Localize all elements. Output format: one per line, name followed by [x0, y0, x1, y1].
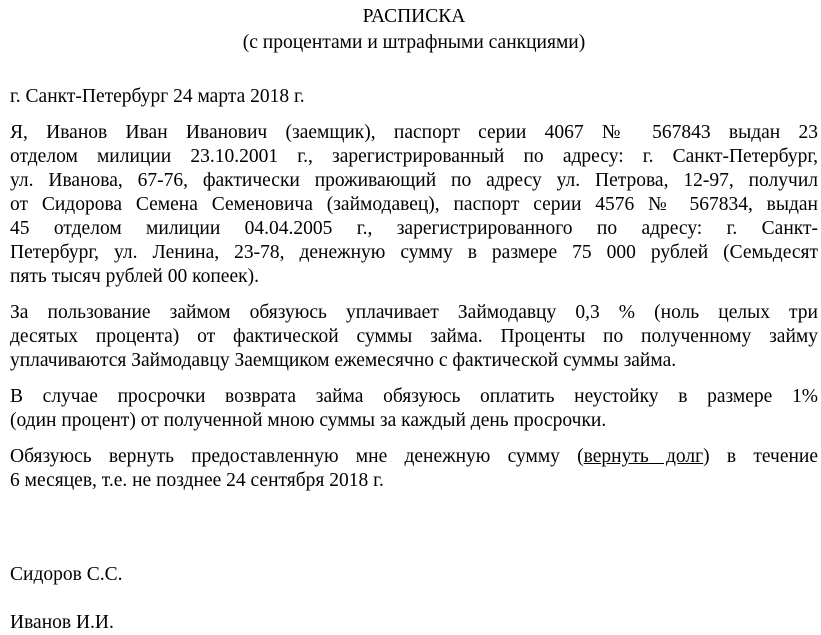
paragraph-line: 45 отделом милиции 04.04.2005 г., зарегистрированного по адресу: г. Санкт-: [10, 218, 818, 239]
paragraph-line: десятых процента) от фактической суммы займа. Проценты по полученному займу: [10, 326, 818, 347]
paragraph-line: (один процент) от полученной мною суммы за каждый день просрочки.: [10, 410, 607, 431]
paragraph-line: За пользование займом обязуюсь уплачивает Займодавцу 0,3 % (ноль целых три: [10, 302, 818, 323]
paragraph-line: Я, Иванов Иван Иванович (заемщик), паспорт серии 4067 № 567843 выдан 23: [10, 122, 818, 143]
paragraph-line: отделом милиции 23.10.2001 г., зарегистрированный по адресу: г. Санкт-Петербург,: [10, 146, 818, 167]
paragraph-penalty: [10, 385, 818, 433]
borrower-signature: Иванов И.И.: [10, 612, 114, 633]
repayment-text-start: Обязуюсь вернуть предоставленную мне денежную сумму (: [10, 446, 584, 467]
return-debt-link[interactable]: вернуть долг: [583, 446, 704, 467]
city-date: г. Санкт-Петербург 24 марта 2018 г.: [10, 86, 305, 107]
lender-signature: Сидоров С.С.: [10, 564, 123, 585]
paragraph-line: ул. Иванова, 67-76, фактически проживающий по адресу ул. Петрова, 12-97, получил: [10, 170, 818, 191]
paragraph-line: Петербург, ул. Ленина, 23-78, денежную сумму в размере 75 000 рублей (Семьдесят: [10, 242, 818, 263]
paragraph-line: от Сидорова Семена Семеновича (займодавец), паспорт серии 4576 № 567834, выдан: [10, 194, 818, 215]
paragraph-interest: [10, 301, 818, 373]
document-subtitle: (с процентами и штрафными санкциями): [242, 32, 586, 53]
document-title: РАСПИСКА: [362, 6, 466, 27]
paragraph-line: уплачиваются Займодавцу Заемщиком ежемесячно с фактической суммы займа.: [10, 350, 677, 371]
paragraph-line: В случае просрочки возврата займа обязуюсь оплатить неустойку в размере 1%: [10, 386, 818, 407]
title-block: [10, 4, 818, 56]
paragraph-repayment: [10, 445, 818, 493]
document: [10, 4, 818, 505]
paragraph-line: пять тысяч рублей 00 копеек).: [10, 266, 259, 287]
paragraph-line: 6 месяцев, т.е. не позднее 24 сентября 2018 г.: [10, 470, 384, 491]
repayment-text-end: ) в течение: [703, 446, 818, 467]
paragraph-line: [10, 445, 818, 469]
paragraph-loan-details: [10, 121, 818, 289]
